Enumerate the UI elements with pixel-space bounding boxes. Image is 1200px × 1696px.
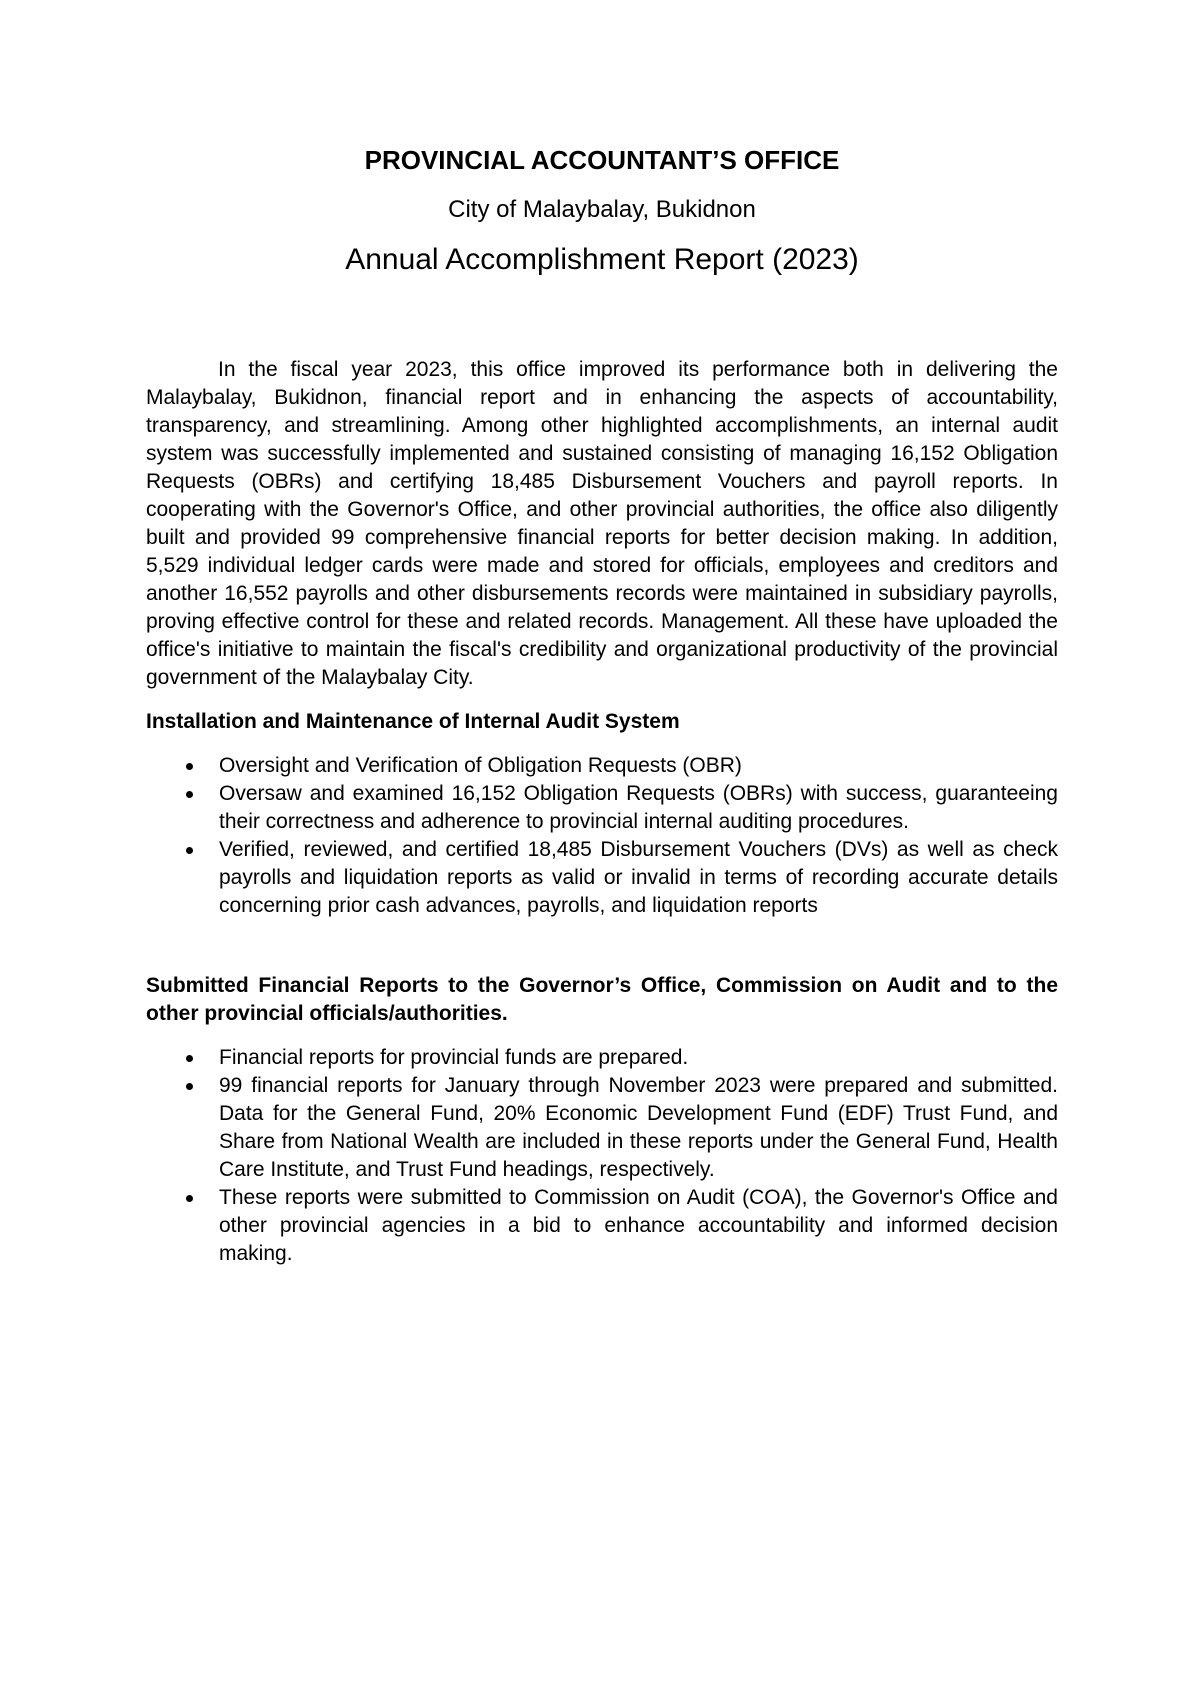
bullet-icon xyxy=(186,847,193,854)
list-item-text: 99 financial reports for January through November 2023 were prepared and submitted. Data for the General Fund, 20% Economic Development Fund (EDF) Trust Fund, and Share from National Wealth are included in these reports under the General Fund, Health Care Institute, and Trust Fund headings, respectively. xyxy=(219,1074,1058,1181)
bullet-list-internal-audit xyxy=(146,752,1058,920)
office-location: City of Malaybalay, Bukidnon xyxy=(448,196,756,223)
bullet-icon xyxy=(186,1055,193,1062)
list-item xyxy=(146,836,1058,920)
section-heading-financial-reports: Submitted Financial Reports to the Governor’s Office, Commission on Audit and to the other provincial officials/authorities. xyxy=(146,974,1058,1025)
office-title: PROVINCIAL ACCOUNTANT’S OFFICE xyxy=(364,145,840,175)
list-item xyxy=(146,752,1058,780)
list-item-text: Oversight and Verification of Obligation Requests (OBR) xyxy=(219,754,742,777)
bullet-icon xyxy=(186,763,193,770)
bullet-list-financial-reports xyxy=(146,1044,1058,1268)
list-item xyxy=(146,1184,1058,1268)
list-item-text: Verified, reviewed, and certified 18,485 Disbursement Vouchers (DVs) as well as check payrolls and liquidation reports as valid or invalid in terms of recording accurate details concerning prior cash advances, payrolls, and liquidation reports xyxy=(219,838,1058,917)
list-item xyxy=(146,780,1058,836)
bullet-icon xyxy=(186,1195,193,1202)
list-item xyxy=(146,1072,1058,1184)
list-item xyxy=(146,1044,1058,1072)
list-item-text: These reports were submitted to Commission on Audit (COA), the Governor's Office and other provincial agencies in a bid to enhance accountability and informed decision making. xyxy=(219,1186,1058,1265)
bullet-icon xyxy=(186,791,193,798)
section-heading-internal-audit: Installation and Maintenance of Internal Audit System xyxy=(146,710,680,733)
document-content xyxy=(146,140,1058,1268)
list-item-text: Oversaw and examined 16,152 Obligation Requests (OBRs) with success, guaranteeing their correctness and adherence to provincial internal auditing procedures. xyxy=(219,782,1058,833)
intro-paragraph: In the fiscal year 2023, this office improved its performance both in delivering the Malaybalay, Bukidnon, financial report and in enhancing the aspects of accountability, transparency, and streamlining. Among other highlighted accomplishments, an internal audit system was successfully implemented and sustained consisting of managing 16,152 Obligation Requests (OBRs) and certifying 18,485 Disbursement Vouchers and payroll reports. In cooperating with the Governor's Office, and other provincial authorities, the office also diligently built and provided 99 comprehensive financial reports for better decision making. In addition, 5,529 individual ledger cards were made and stored for officials, employees and creditors and another 16,552 payrolls and other disbursements records were maintained in subsidiary payrolls, proving effective control for these and related records. Management. All these have uploaded the office's initiative to maintain the fiscal's credibility and organizational productivity of the provincial government of the Malaybalay City. xyxy=(146,358,1058,689)
bullet-icon xyxy=(186,1083,193,1090)
report-title: Annual Accomplishment Report (2023) xyxy=(345,243,859,276)
list-item-text: Financial reports for provincial funds are prepared. xyxy=(219,1046,689,1069)
